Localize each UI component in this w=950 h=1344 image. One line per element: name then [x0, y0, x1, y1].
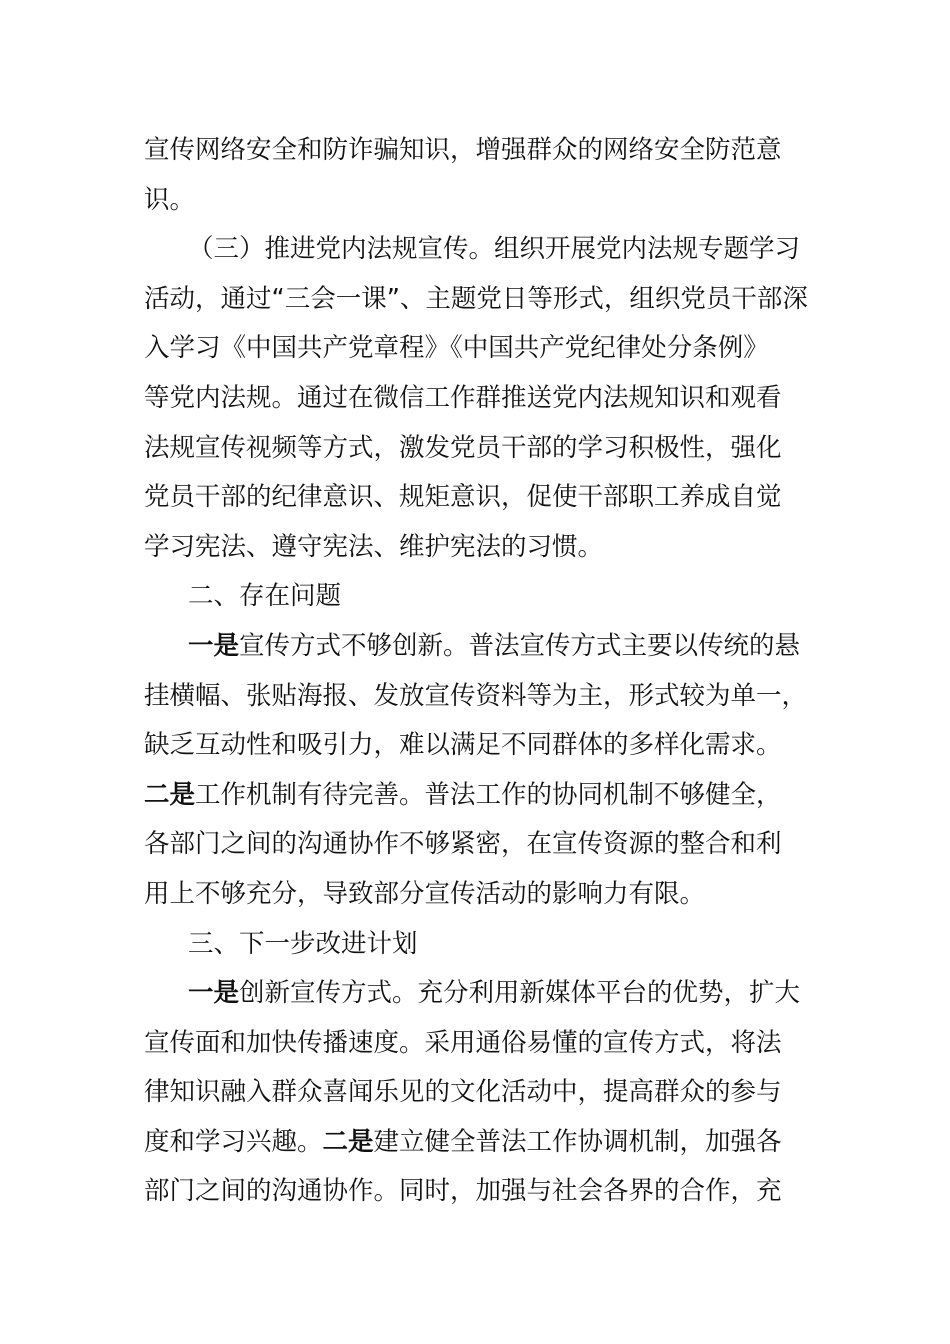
body-text: 度和学习兴趣。 — [144, 1126, 323, 1157]
text-line — [144, 820, 806, 870]
text-line — [144, 275, 806, 325]
text-line — [144, 473, 806, 523]
text-line — [144, 126, 806, 176]
bold-lead-text: 一是 — [188, 978, 240, 1009]
body-text: 等党内法规。通过在微信工作群推送党内法规知识和观看 — [144, 382, 782, 413]
text-line — [144, 523, 806, 573]
text-line — [144, 672, 806, 722]
body-text: （三）推进党内法规宣传。组织开展党内法规专题学习 — [188, 234, 801, 265]
text-line — [144, 969, 806, 1019]
body-text: 律知识融入群众喜闻乐见的文化活动中，提高群众的参与 — [144, 1077, 782, 1108]
document-body — [144, 126, 806, 1217]
body-text: 党员干部的纪律意识、规矩意识，促使干部职工养成自觉 — [144, 482, 782, 513]
body-text: 缺乏互动性和吸引力，难以满足不同群体的多样化需求。 — [144, 730, 782, 761]
body-text: 宣传方式不够创新。普法宣传方式主要以传统的悬 — [239, 630, 801, 661]
body-text: 二、存在问题 — [188, 581, 342, 612]
bold-lead-text: 二是 — [322, 1126, 374, 1157]
text-line — [144, 374, 806, 424]
body-text: 用上不够充分，导致部分宣传活动的影响力有限。 — [144, 878, 706, 909]
text-line — [144, 870, 806, 920]
bold-lead-text: 一是 — [188, 630, 240, 661]
body-text: 入学习《中国共产党章程》《中国共产党纪律处分条例》 — [144, 333, 769, 364]
text-line — [144, 1068, 806, 1118]
text-line — [144, 1118, 806, 1168]
body-text: 学习宪法、遵守宪法、维护宪法的习惯。 — [144, 531, 604, 562]
text-line — [144, 572, 806, 622]
text-line — [144, 1167, 806, 1217]
body-text: 工作机制有待完善。普法工作的协同机制不够健全， — [195, 779, 782, 810]
body-text: 各部门之间的沟通协作不够紧密，在宣传资源的整合和利 — [144, 829, 782, 860]
text-line — [144, 771, 806, 821]
body-text: 创新宣传方式。充分利用新媒体平台的优势，扩大 — [239, 978, 801, 1009]
text-line — [144, 324, 806, 374]
text-line — [144, 1019, 806, 1069]
body-text: 部门之间的沟通协作。同时，加强与社会各界的合作，充 — [144, 1176, 782, 1207]
bold-lead-text: 二是 — [144, 779, 196, 810]
text-line — [144, 721, 806, 771]
body-text: 活动，通过“三会一课”、主题党日等形式，组织党员干部深 — [144, 283, 808, 314]
text-line — [144, 920, 806, 970]
body-text: 法规宣传视频等方式，激发党员干部的学习积极性，强化 — [144, 432, 782, 463]
body-text: 三、下一步改进计划 — [188, 928, 418, 959]
text-line — [144, 622, 806, 672]
body-text: 建立健全普法工作协调机制，加强各 — [373, 1126, 782, 1157]
body-text: 宣传网络安全和防诈骗知识，增强群众的网络安全防范意 — [144, 135, 782, 165]
text-line — [144, 176, 806, 226]
body-text: 挂横幅、张贴海报、发放宣传资料等为主，形式较为单一， — [144, 680, 808, 711]
body-text: 宣传面和加快传播速度。采用通俗易懂的宣传方式，将法 — [144, 1027, 782, 1058]
body-text: 识。 — [144, 184, 196, 215]
text-line — [144, 424, 806, 474]
text-line — [144, 225, 806, 275]
